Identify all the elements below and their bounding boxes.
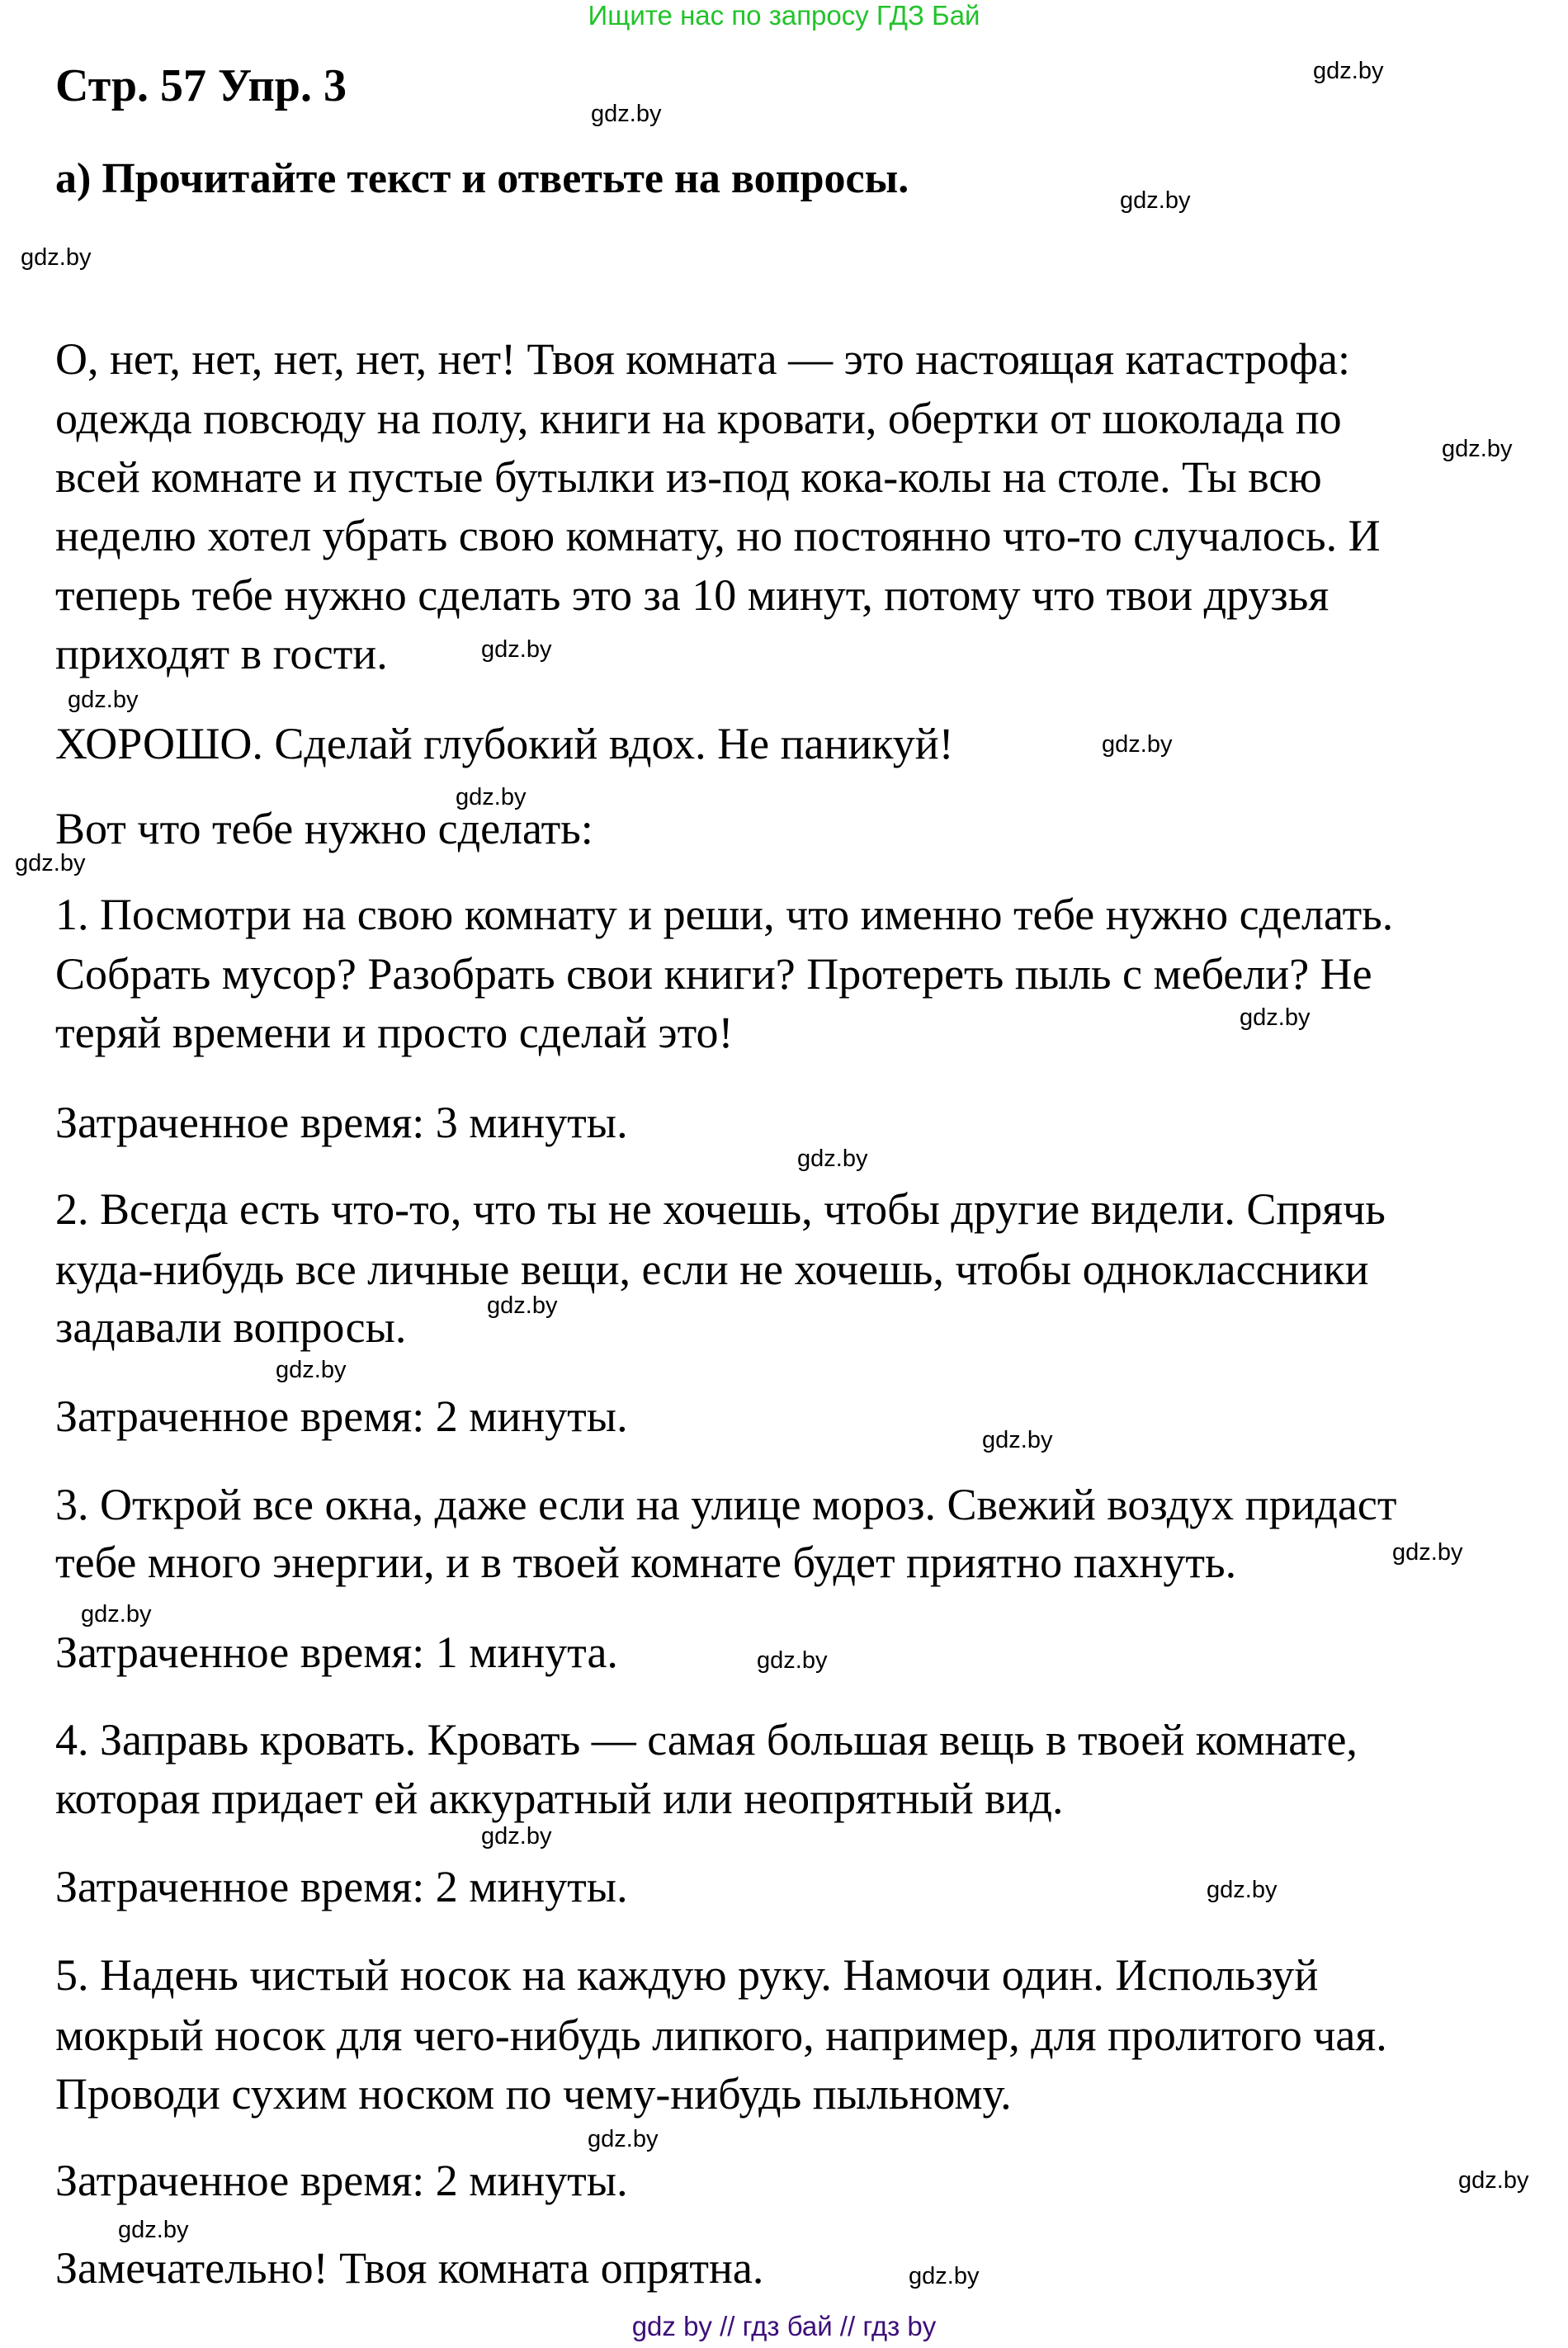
watermark: gdz.by (481, 636, 552, 663)
step-3-line: тебе много энергии, и в твоей комнате будет приятно пахнуть. (55, 1538, 1237, 1587)
watermark: gdz.by (909, 2263, 980, 2289)
step-3-line: 3. Открой все окна, даже если на улице мороз. Свежий воздух придаст (55, 1480, 1397, 1529)
watermark: gdz.by (487, 1292, 558, 1319)
watermark: gdz.by (1442, 436, 1513, 462)
step-5-line: Проводи сухим носком по чему-нибудь пыльному. (55, 2069, 1012, 2119)
watermark: gdz.by (68, 687, 139, 713)
watermark: gdz.by (1458, 2167, 1529, 2194)
watermark: gdz.by (1120, 187, 1191, 214)
step-2-time: Затраченное время: 2 минуты. (55, 1391, 628, 1441)
watermark: gdz.by (118, 2217, 189, 2243)
step-5-time: Затраченное время: 2 минуты. (55, 2156, 628, 2205)
paragraph-line: приходят в гости. (55, 629, 388, 678)
step-1-line: теряй времени и просто сделай это! (55, 1008, 734, 1057)
step-5-line: мокрый носок для чего-нибудь липкого, например, для пролитого чая. (55, 2010, 1387, 2060)
step-2-line: куда-нибудь все личные вещи, если не хочешь, чтобы одноклассники (55, 1245, 1369, 1294)
todo-intro: Вот что тебе нужно сделать: (55, 804, 593, 853)
task-heading: а) Прочитайте текст и ответьте на вопросы. (55, 155, 909, 202)
watermark: gdz.by (591, 101, 662, 127)
step-5-line: 5. Надень чистый носок на каждую руку. Намочи один. Используй (55, 1950, 1319, 2000)
paragraph-line: теперь тебе нужно сделать это за 10 минут, потому что твои друзья (55, 570, 1329, 620)
paragraph-line: неделю хотел убрать свою комнату, но постоянно что-то случалось. И (55, 511, 1381, 560)
watermark: gdz.by (982, 1427, 1053, 1453)
watermark: gdz.by (1102, 731, 1173, 758)
step-4-line: которая придает ей аккуратный или неопрятный вид. (55, 1774, 1064, 1823)
step-2-line: задавали вопросы. (55, 1302, 407, 1352)
watermark: gdz.by (1240, 1004, 1311, 1031)
step-4-time: Затраченное время: 2 минуты. (55, 1862, 628, 1911)
step-4-line: 4. Заправь кровать. Кровать — самая большая вещь в твоей комнате, (55, 1715, 1358, 1765)
step-1-time: Затраченное время: 3 минуты. (55, 1098, 628, 1147)
step-2-line: 2. Всегда есть что-то, что ты не хочешь, чтобы другие видели. Спрячь (55, 1184, 1386, 1234)
footer-links[interactable]: gdz by // гдз бай // гдз by (631, 2311, 937, 2341)
closing-line: Замечательно! Твоя комната опрятна. (55, 2243, 764, 2293)
paragraph-line: О, нет, нет, нет, нет, нет! Твоя комната — это настоящая катастрофа: (55, 334, 1351, 384)
promo-header-link[interactable]: Ищите нас по запросу ГДЗ Бай (588, 0, 980, 31)
calm-line: ХОРОШО. Сделай глубокий вдох. Не паникуй! (55, 719, 954, 768)
step-1-line: 1. Посмотри на свою комнату и реши, что именно тебе нужно сделать. (55, 890, 1394, 939)
paragraph-line: всей комнате и пустые бутылки из-под кока-колы на столе. Ты всю (55, 452, 1322, 502)
step-3-time: Затраченное время: 1 минута. (55, 1628, 618, 1677)
watermark: gdz.by (757, 1647, 828, 1674)
watermark: gdz.by (797, 1146, 868, 1172)
watermark: gdz.by (15, 850, 86, 876)
step-1-line: Собрать мусор? Разобрать свои книги? Протереть пыль с мебели? Не (55, 949, 1372, 999)
watermark: gdz.by (81, 1601, 152, 1628)
watermark: gdz.by (456, 784, 527, 810)
watermark: gdz.by (1313, 58, 1384, 84)
watermark: gdz.by (1392, 1539, 1463, 1566)
watermark: gdz.by (481, 1823, 552, 1850)
watermark: gdz.by (588, 2126, 659, 2152)
page-title: Стр. 57 Упр. 3 (55, 60, 347, 111)
watermark: gdz.by (276, 1357, 347, 1383)
paragraph-line: одежда повсюду на полу, книги на кровати, обертки от шоколада по (55, 394, 1342, 443)
watermark: gdz.by (1207, 1877, 1278, 1903)
watermark: gdz.by (21, 244, 92, 271)
